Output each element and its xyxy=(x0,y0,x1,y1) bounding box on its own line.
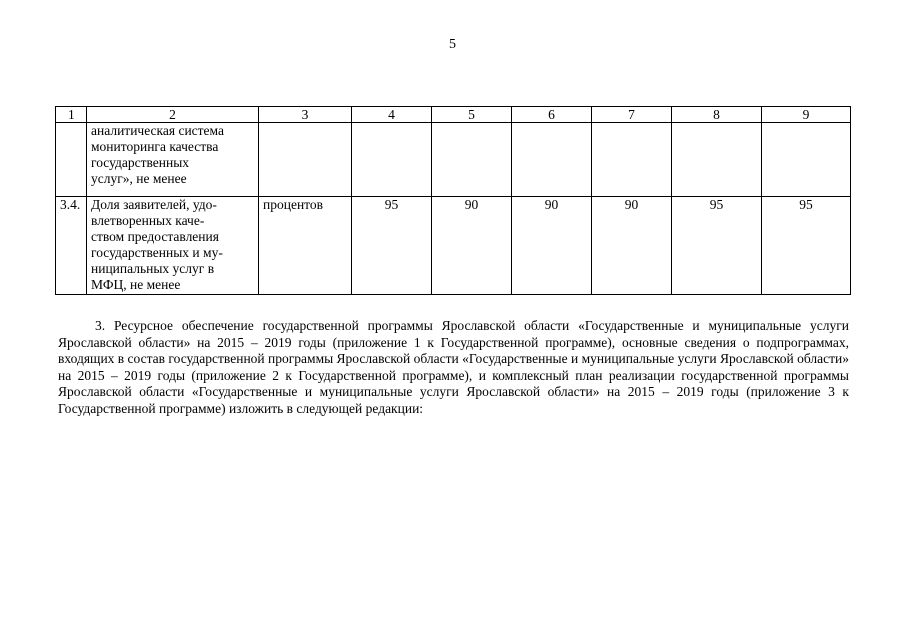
column-header: 3 xyxy=(259,107,352,123)
value-cell xyxy=(512,123,592,197)
body-paragraph: 3. Ресурсное обеспечение государственной программы Ярославской области «Государственные и муниципальные услуги Ярославской области» на 2015 – 2019 годы (приложение 1 к Государственной программе), основные сведения о подпрограммах, входящих в состав государственной программы Ярославской области «Государственные и муниципальные услуги Ярославской области» на 2015 – 2019 годы (приложение 2 к Государственной программе), и комплексный план реализации государственной программы Ярославской области «Государственные и муниципальные услуги Ярославской области» на 2015 – 2019 годы (приложение 3 к Государственной программе) изложить в следующей редакции: xyxy=(58,318,849,416)
column-header: 9 xyxy=(762,107,851,123)
value-cell: 95 xyxy=(672,197,762,295)
value-cell: 90 xyxy=(432,197,512,295)
indicator-table xyxy=(55,106,851,295)
column-header: 4 xyxy=(352,107,432,123)
table-row xyxy=(56,123,851,197)
row-id-cell xyxy=(56,123,87,197)
row-description-cell: Доля заявителей, удо- влетворенных каче- ством предоставления государственных и му- ниципальных услуг в МФЦ, не менее xyxy=(87,197,259,295)
row-unit-cell xyxy=(259,123,352,197)
value-cell: 90 xyxy=(592,197,672,295)
row-description-cell: аналитическая система мониторинга качества государственных услуг», не менее xyxy=(87,123,259,197)
value-cell xyxy=(592,123,672,197)
value-cell xyxy=(352,123,432,197)
row-unit-cell: процентов xyxy=(259,197,352,295)
value-cell xyxy=(762,123,851,197)
value-cell: 95 xyxy=(762,197,851,295)
value-cell: 90 xyxy=(512,197,592,295)
column-header: 7 xyxy=(592,107,672,123)
value-cell: 95 xyxy=(352,197,432,295)
page-number: 5 xyxy=(449,37,456,52)
column-header: 8 xyxy=(672,107,762,123)
table-header-row xyxy=(56,107,851,123)
table-row xyxy=(56,197,851,295)
value-cell xyxy=(672,123,762,197)
column-header: 2 xyxy=(87,107,259,123)
column-header: 6 xyxy=(512,107,592,123)
column-header: 1 xyxy=(56,107,87,123)
row-id-cell: 3.4. xyxy=(56,197,87,295)
value-cell xyxy=(432,123,512,197)
column-header: 5 xyxy=(432,107,512,123)
